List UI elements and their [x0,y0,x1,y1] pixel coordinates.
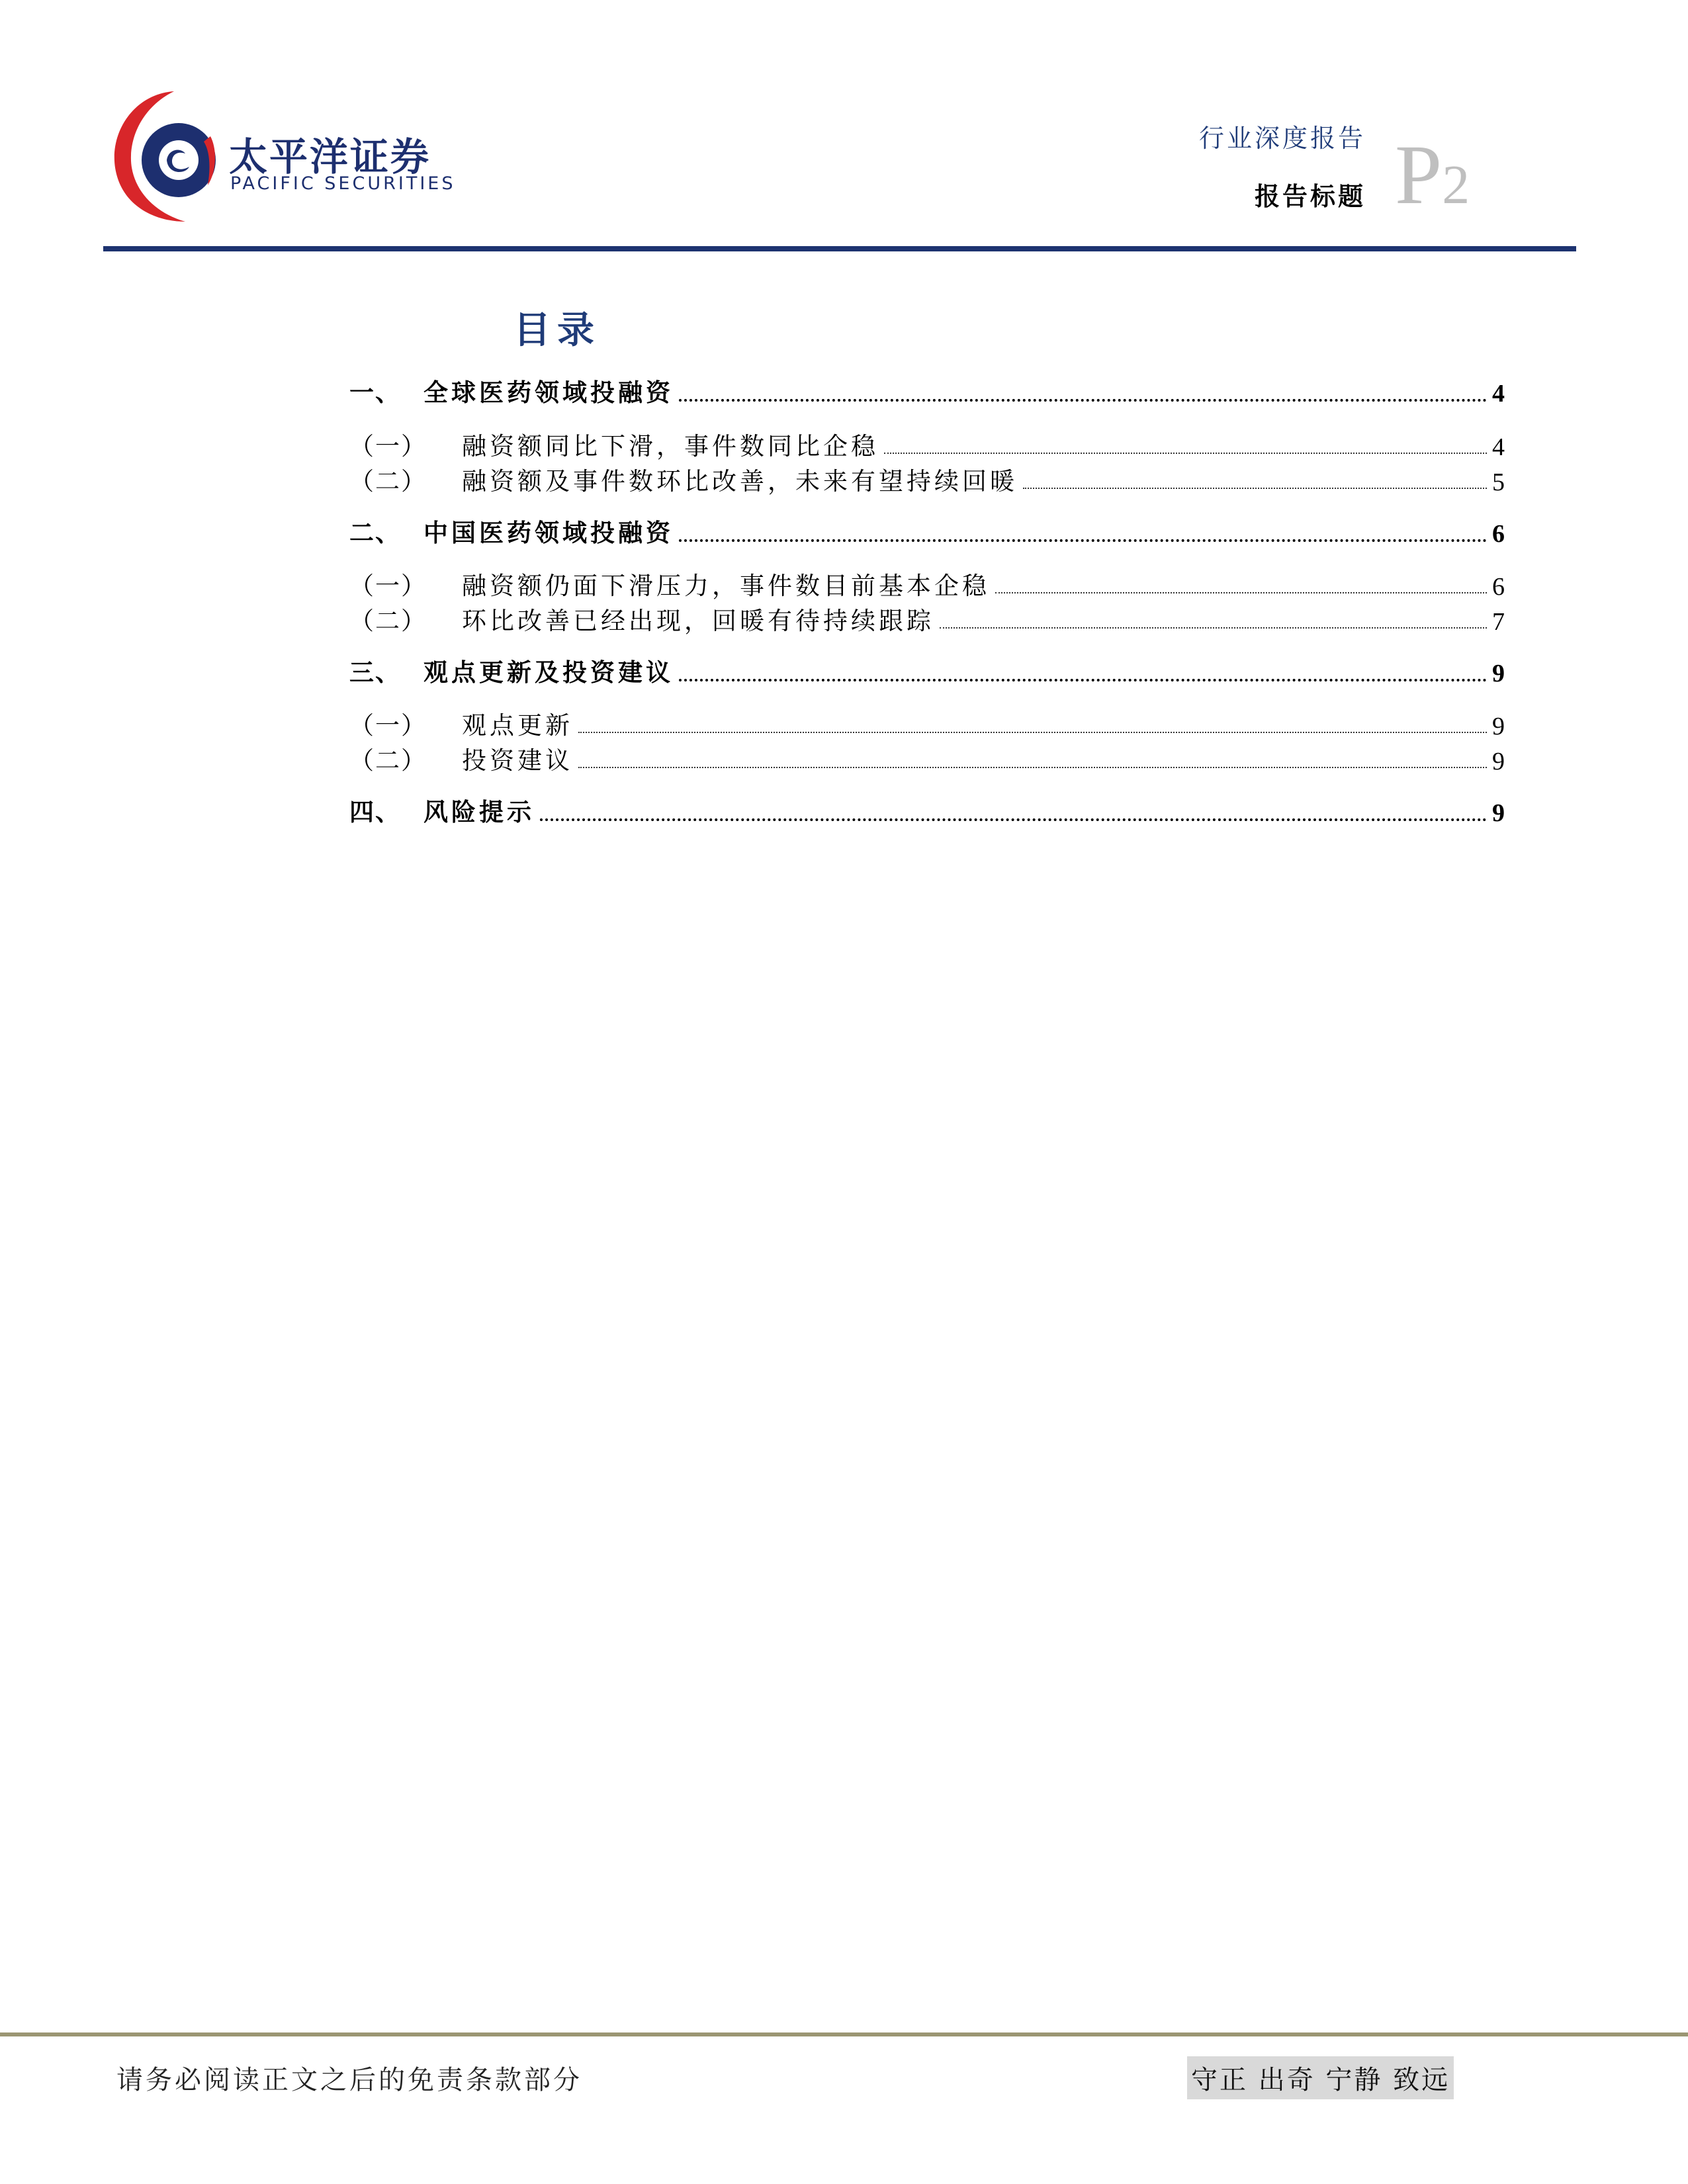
toc-entry[interactable] [349,601,1505,636]
toc-entry-title: 观点更新及投资建议 [423,658,674,687]
toc-entry-page: 9 [1492,660,1505,687]
toc-entry[interactable] [349,513,1505,548]
logo-english-name: PACIFIC SECURITIES [230,173,456,194]
toc-entry[interactable] [349,740,1505,776]
logo-chinese-name: 太平洋证券 [229,134,431,179]
toc-entry-title: 全球医药领域投融资 [423,378,674,407]
toc-heading: 目录 [513,309,601,352]
toc-entry-page: 6 [1492,573,1505,601]
page-number [1395,128,1470,222]
toc-entry-page: 9 [1492,748,1505,775]
toc-dot-leader [578,732,1487,733]
toc-entry-title: 融资额及事件数环比改善，未来有望持续回暖 [462,467,1018,496]
toc-dot-leader [940,627,1487,629]
pacific-securities-logo-icon [111,86,224,225]
toc-entry-number: （一） [349,432,427,460]
toc-entry-title: 观点更新 [462,711,573,740]
page-prefix: P [1395,128,1443,222]
toc-entry-title: 环比改善已经出现，回暖有待持续跟踪 [462,607,934,635]
company-logo [111,86,455,225]
toc-entry-number: （一） [349,711,427,740]
toc-entry-page: 6 [1492,520,1505,548]
toc-entry-title: 融资额同比下滑，事件数同比企稳 [462,432,879,460]
toc-entry-title: 中国医药领域投融资 [423,518,674,547]
toc-entry-number: 四、 [349,797,401,826]
toc-dot-leader [679,539,1487,542]
toc-entry-title: 融资额仍面下滑压力，事件数目前基本企稳 [462,572,990,600]
toc-dot-leader [578,767,1487,768]
report-title-label: 报告标题 [1254,181,1366,211]
toc-entry-page: 7 [1492,608,1505,636]
toc-entry-page: 4 [1492,433,1505,461]
footer-slogan: 守正 出奇 宁静 致远 [1187,2056,1454,2099]
toc-entry-title: 风险提示 [423,797,535,826]
toc-entry[interactable] [349,566,1505,601]
toc-entry-number: 二、 [349,518,401,547]
toc-entry-number: 三、 [349,658,401,687]
toc-entry-title: 投资建议 [462,746,573,775]
toc-entry[interactable] [349,426,1505,462]
toc-entry-page: 9 [1492,799,1505,827]
toc-entry-page: 4 [1492,380,1505,408]
toc-entry-number: （二） [349,607,427,635]
toc-dot-leader [995,592,1487,593]
toc-dot-leader [884,453,1487,454]
toc-entry-number: 一、 [349,378,401,407]
toc-entry-page: 5 [1492,468,1505,496]
toc-entry-page: 9 [1492,713,1505,740]
toc-dot-leader [679,399,1487,402]
footer-disclaimer: 请务必阅读正文之后的免责条款部分 [116,2065,582,2095]
toc-entry[interactable] [349,652,1505,688]
toc-entry[interactable] [349,372,1505,408]
toc-entry-number: （二） [349,467,427,496]
header-divider [103,246,1576,251]
toc-dot-leader [679,679,1487,681]
toc-entry-number: （一） [349,572,427,600]
toc-entry-number: （二） [349,746,427,775]
toc-dot-leader [1023,488,1487,489]
toc-dot-leader [540,818,1487,821]
toc-entry[interactable] [349,705,1505,741]
page-number-value: 2 [1442,154,1470,216]
footer-divider [0,2032,1688,2036]
toc-entry[interactable] [349,461,1505,497]
toc-entry[interactable] [349,792,1505,828]
report-type-label: 行业深度报告 [1198,124,1366,153]
